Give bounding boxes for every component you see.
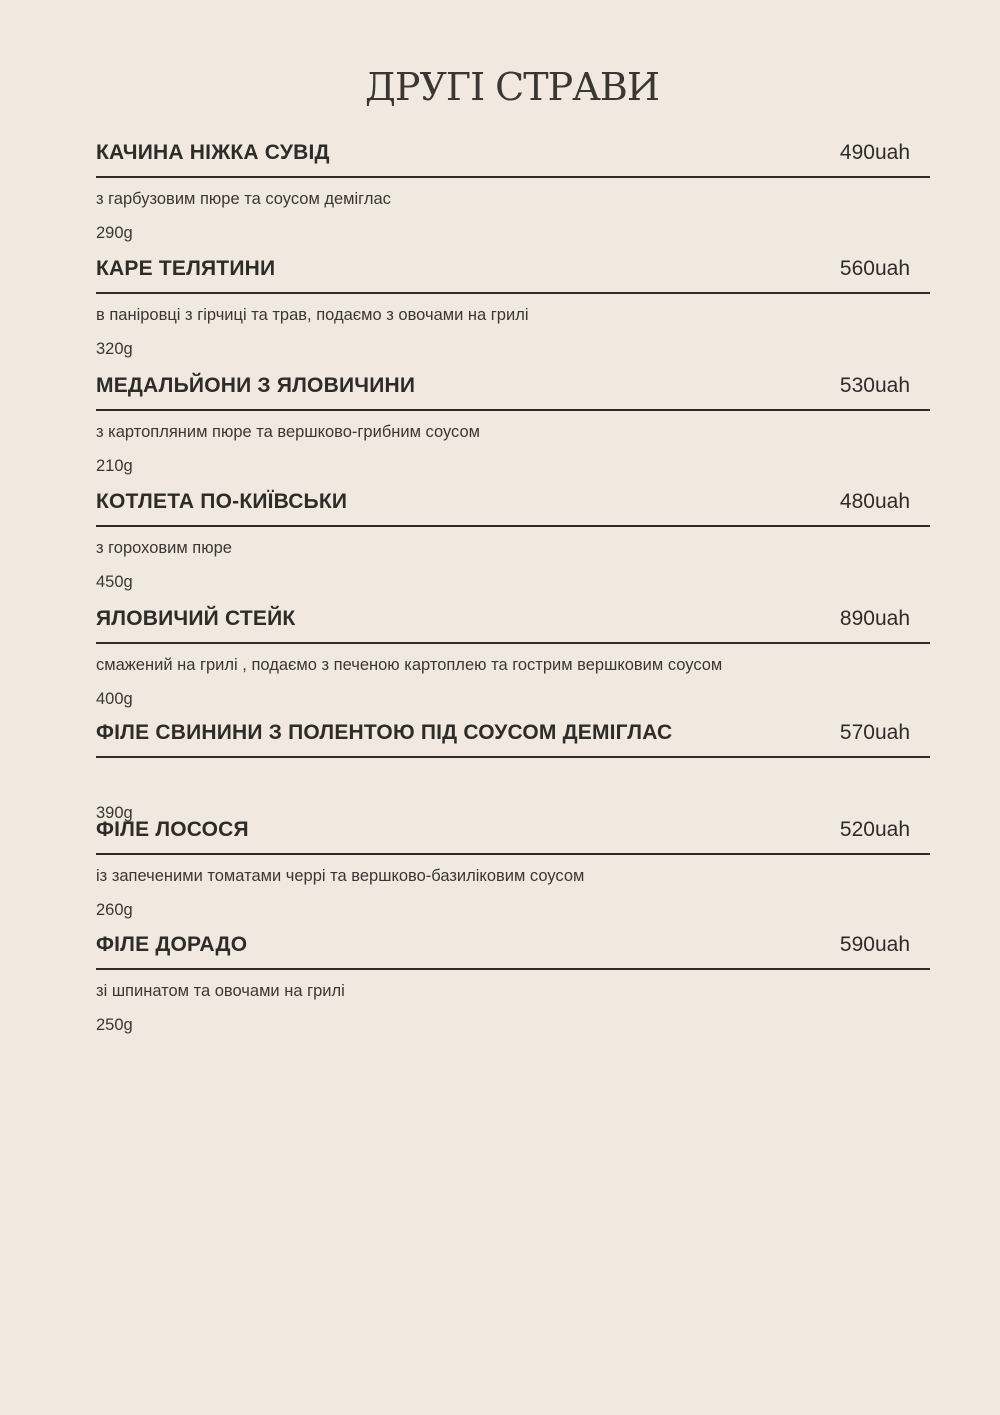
dish-name: КАРЕ ТЕЛЯТИНИ <box>96 257 276 280</box>
dish-name: КАЧИНА НІЖКА СУВІД <box>96 141 330 164</box>
dish-description: в паніровці з гірчиці та трав, подаємо з овочами на грилі <box>96 306 529 324</box>
dish-name: ФІЛЕ ЛОСОСЯ <box>96 818 249 841</box>
divider <box>96 176 930 178</box>
dish-weight: 450g <box>96 573 133 591</box>
dish-name: КОТЛЕТА ПО-КИЇВСЬКИ <box>96 490 348 513</box>
dish-price: 890uah <box>839 607 910 630</box>
dish-weight: 250g <box>96 1016 133 1034</box>
dish-price: 490uah <box>839 141 910 164</box>
dish-description: з гороховим пюре <box>96 539 232 557</box>
dish-description: зі шпинатом та овочами на грилі <box>96 982 345 1000</box>
menu-title: ДРУГІ СТРАВИ <box>364 65 659 109</box>
divider <box>96 642 930 644</box>
dish-name: ФІЛЕ ДОРАДО <box>96 933 248 956</box>
divider <box>96 525 930 527</box>
dish-description: смажений на грилі , подаємо з печеною картоплею та гострим вершковим соусом <box>96 656 723 674</box>
dish-weight: 210g <box>96 457 133 475</box>
dish-description: з гарбузовим пюре та соусом деміглас <box>96 190 391 208</box>
dish-weight: 290g <box>96 224 133 242</box>
dish-weight: 390g <box>96 804 133 822</box>
dish-weight: 260g <box>96 901 133 919</box>
divider <box>96 968 930 970</box>
dish-price: 480uah <box>839 490 910 513</box>
dish-name: МЕДАЛЬЙОНИ З ЯЛОВИЧИНИ <box>96 374 416 397</box>
dish-price: 520uah <box>839 818 910 841</box>
dish-description: із запеченими томатами черрі та вершково-базиліковим соусом <box>96 867 585 885</box>
divider <box>96 409 930 411</box>
dish-name: ЯЛОВИЧИЙ СТЕЙК <box>96 607 296 630</box>
dish-description: з картопляним пюре та вершково-грибним соусом <box>96 423 480 441</box>
dish-weight: 400g <box>96 690 133 708</box>
divider <box>96 292 930 294</box>
divider <box>96 853 930 855</box>
dish-weight: 320g <box>96 340 133 358</box>
dish-price: 590uah <box>839 933 910 956</box>
dish-price: 570uah <box>839 721 910 744</box>
dish-name: ФІЛЕ СВИНИНИ З ПОЛЕНТОЮ ПІД СОУСОМ ДЕМІГЛАС <box>96 721 673 744</box>
dish-price: 530uah <box>839 374 910 397</box>
divider <box>96 756 930 758</box>
dish-price: 560uah <box>839 257 910 280</box>
